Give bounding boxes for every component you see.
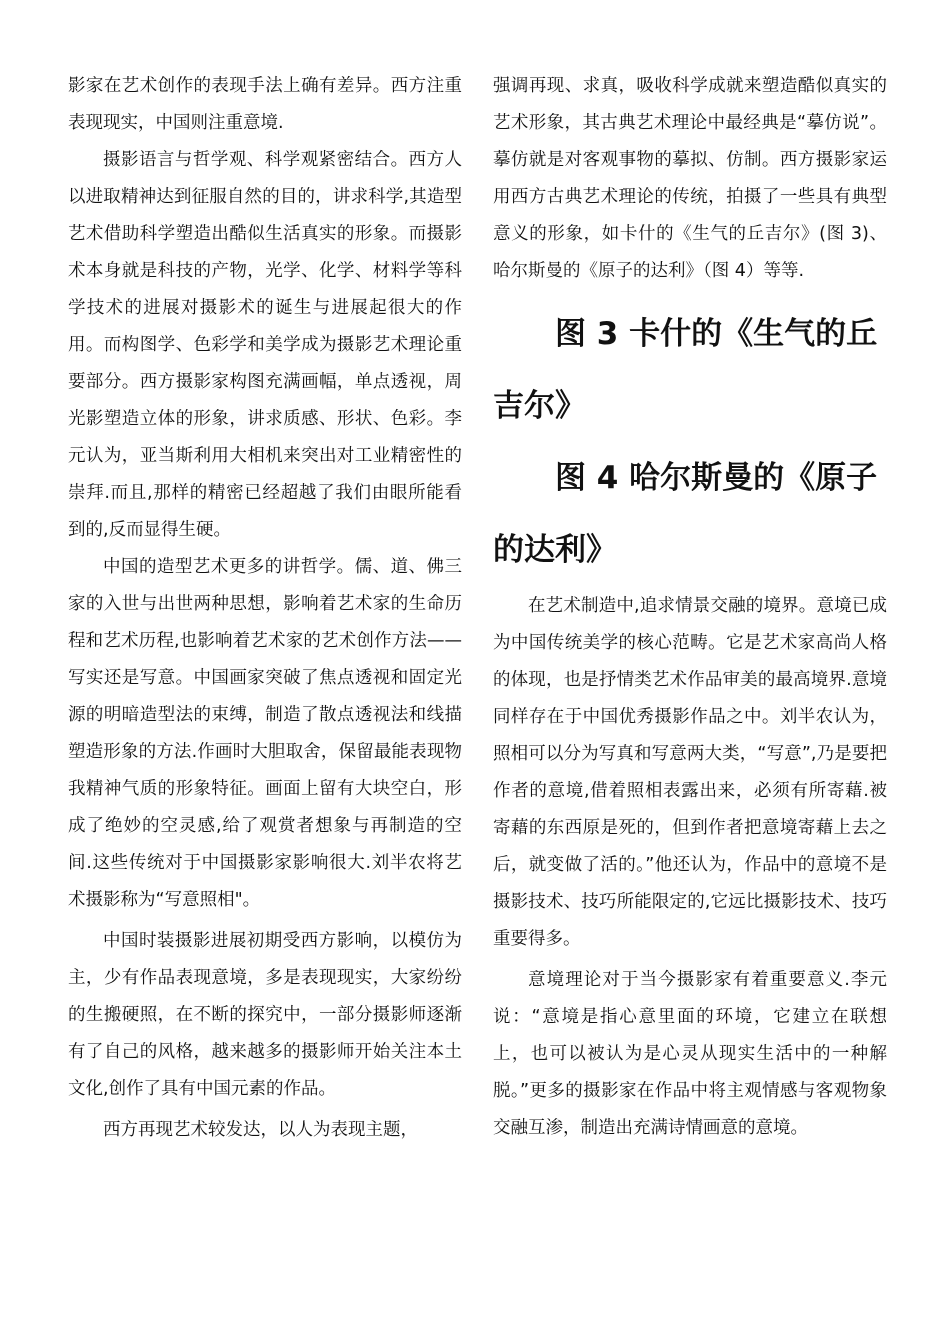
paragraph-conception-theory: 意境理论对于当今摄影家有着重要意义.李元说：“意境是指心意里面的环境，它建立在联想上，也可以被认为是心灵从现实生活中的一种解脱。”更多的摄影家在作品中将主观情感与客观物象交融互渗，制造出充满诗情画意的意境。 xyxy=(493,970,887,1138)
paragraph-imitation-theory: 强调再现、求真，吸收科学成就来塑造酷似真实的艺术形象，其古典艺术理论中最经典是“摹仿说”。摹仿就是对客观事物的摹拟、仿制。西方摄影家运用西方古典艺术理论的传统，拍摄了一些具有典型意义的形象，如卡什的《生气的丘吉尔》(图 3)、哈尔斯曼的《原子的达利》（图 4）等等. xyxy=(493,76,887,281)
figure-caption-3: 图 3 卡什的《生气的丘吉尔》 xyxy=(493,316,878,424)
figure-caption-4: 图 4 哈尔斯曼的《原子的达利》 xyxy=(493,460,878,568)
left-column xyxy=(68,68,462,1149)
paragraph-artistic-conception: 在艺术制造中,追求情景交融的境界。意境已成为中国传统美学的核心范畴。它是艺术家高尚人格的体现，也是抒情类艺术作品审美的最高境界.意境同样存在于中国优秀摄影作品之中。刘半农认为，照相可以分为写真和写意两大类，“写意”,乃是要把作者的意境,借着照相表露出来，必须有所寄藉.被寄藉的东西原是死的，但到作者把意境寄藉上去之后，就变做了活的。”他还认为，作品中的意境不是摄影技术、技巧所能限定的,它远比摄影技术、技巧重要得多。 xyxy=(493,596,887,949)
paragraph-fashion-photography: 中国时装摄影进展初期受西方影响，以模仿为主，少有作品表现意境，多是表现现实，大家纷纷的生搬硬照，在不断的探究中，一部分摄影师逐渐有了自己的风格，越来越多的摄影师开始关注本土文化,创作了具有中国元素的作品。 xyxy=(68,931,462,1099)
paragraph-science-philosophy: 摄影语言与哲学观、科学观紧密结合。西方人以进取精神达到征服自然的目的，讲求科学,其造型艺术借助科学塑造出酷似生活真实的形象。而摄影术本身就是科技的产物，光学、化学、材料学等科学技术的进展对摄影术的诞生与进展起很大的作用。而构图学、色彩学和美学成为摄影艺术理论重要部分。西方摄影家构图充满画幅，单点透视，周光影塑造立体的形象，讲求质感、形状、色彩。李元认为，亚当斯利用大相机来突出对工业精密性的崇拜.而且,那样的精密已经超越了我们由眼所能看到的,反而显得生硬。 xyxy=(68,150,462,540)
paragraph-chinese-art: 中国的造型艺术更多的讲哲学。儒、道、佛三家的入世与出世两种思想，影响着艺术家的生命历程和艺术历程,也影响着艺术家的艺术创作方法——写实还是写意。中国画家突破了焦点透视和固定光源的明暗造型法的束缚，制造了散点透视法和线描塑造形象的方法.作画时大胆取舍，保留最能表现物我精神气质的形象特征。画面上留有大块空白，形成了绝妙的空灵感,给了观赏者想象与再制造的空间.这些传统对于中国摄影家影响很大.刘半农将艺术摄影称为“写意照相"。 xyxy=(68,557,462,910)
paragraph-continuation: 影家在艺术创作的表现手法上确有差异。西方注重表现现实，中国则注重意境. xyxy=(68,76,462,133)
right-column xyxy=(493,68,887,1147)
paragraph-western-art: 西方再现艺术较发达，以人为表现主题， xyxy=(103,1120,418,1140)
figure-captions xyxy=(493,298,887,586)
